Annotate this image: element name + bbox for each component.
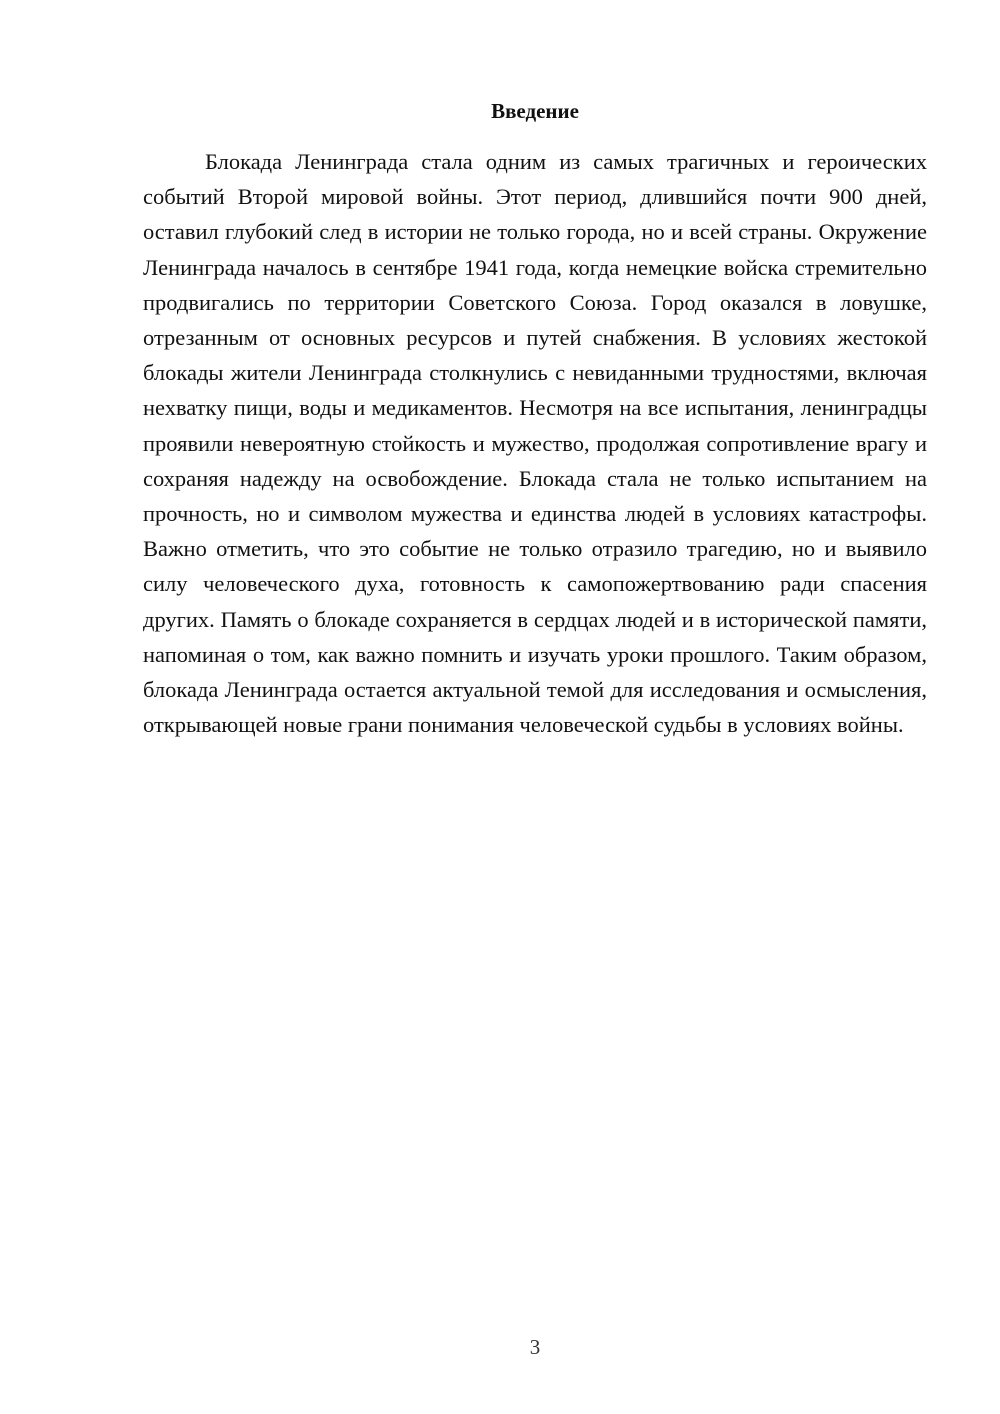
section-heading: Введение [491, 99, 579, 123]
page-number: 3 [529, 1335, 541, 1359]
body-paragraph: Блокада Ленинграда стала одним из самых трагичных и героических событий Второй мировой войны. Этот период, длившийся почти 900 дней, оставил глубокий след в истории не только города, но и всей страны. Окружение Ленинграда началось в сентябре 1941 года, когда немецкие войска стремительно продвигались по территории Советского Союза. Город оказался в ловушке, отрезанным от основных ресурсов и путей снабжения. В условиях жестокой блокады жители Ленинграда столкнулись с невиданными трудностями, включая нехватку пищи, воды и медикаментов. Несмотря на все испытания, ленинградцы проявили невероятную стойкость и мужество, продолжая сопротивление врагу и сохраняя надежду на освобождение. Блокада стала не только испытанием на прочность, но и символом мужества и единства людей в условиях катастрофы. Важно отметить, что это событие не только отразило трагедию, но и выявило силу человеческого духа, готовность к самопожертвованию ради спасения других. Память о блокаде сохраняется в сердцах людей и в исторической памяти, напоминая о том, как важно помнить и изучать уроки прошлого. Таким образом, блокада Ленинграда остается актуальной темой для исследования и осмысления, открывающей новые грани понимания человеческой судьбы в условиях войны. [143, 149, 927, 738]
